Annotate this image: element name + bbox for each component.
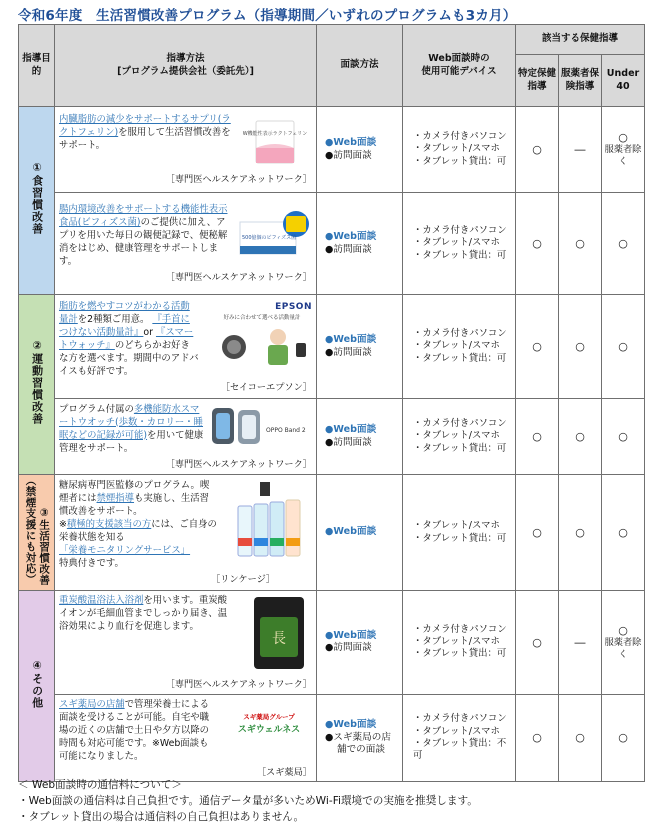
mark-under40: ○ bbox=[602, 475, 645, 591]
device-cell bbox=[403, 475, 516, 591]
table-row bbox=[19, 591, 645, 695]
device-item: ・タブレット貸出：可 bbox=[413, 352, 507, 364]
interview-cell bbox=[317, 107, 403, 193]
method-cell bbox=[55, 399, 317, 475]
category-exercise-label: ②運動習慣改善 bbox=[30, 339, 44, 426]
interview-visit: ●訪問面談 bbox=[325, 149, 372, 161]
method-cell bbox=[55, 193, 317, 295]
smartwatch-image-label: OPPO Band 2 bbox=[266, 426, 306, 434]
device-item: ・タブレット貸出：可 bbox=[413, 532, 507, 544]
mark-tokutei: ○ bbox=[516, 475, 559, 591]
note-mark: ※ bbox=[59, 519, 67, 531]
mark-under40-symbol: ○ bbox=[618, 623, 628, 637]
mark-under40 bbox=[602, 591, 645, 695]
device-item: ・カメラ付きパソコン bbox=[413, 713, 507, 725]
header-under40-line2: 40 bbox=[616, 80, 630, 92]
header-under40 bbox=[602, 55, 645, 107]
smartwatch-product-image bbox=[208, 404, 312, 456]
device-cell bbox=[403, 694, 516, 782]
provider-label: ［リンケージ］ bbox=[211, 574, 276, 586]
program-link-wristless[interactable]: 『手首につけない活動量計』 bbox=[59, 313, 190, 338]
active-support-link[interactable]: 積極的支援該当の方 bbox=[66, 519, 152, 531]
supplement-image-label: W機能性表示ラクトフェリン bbox=[242, 131, 308, 138]
device-item: ・タブレット/スマホ bbox=[413, 520, 500, 532]
method-cell bbox=[55, 591, 317, 695]
sugi-store-link[interactable]: スギ薬局の店舗 bbox=[59, 698, 125, 710]
mark-under40: ○ bbox=[602, 399, 645, 475]
mark-fukuyaku: ○ bbox=[559, 399, 602, 475]
device-cell bbox=[403, 399, 516, 475]
table-row bbox=[19, 399, 645, 475]
device-item: ・タブレット/スマホ bbox=[413, 237, 500, 249]
method-text: のどちらかお好きな方を選べます。期間中のアドバイスも好評です。 bbox=[59, 339, 199, 377]
method-text: 特典付きです。 bbox=[59, 558, 124, 570]
table-row bbox=[19, 694, 645, 782]
header-device-line2: 使用可能デバイス bbox=[421, 65, 497, 77]
bifidus-image-label: 500億個のビフィズス菌 bbox=[242, 235, 297, 242]
mark-fukuyaku: ○ bbox=[559, 475, 602, 591]
method-text: を用います。重炭酸イオンが毛細血管までしっかり届き、温浴効果により血行を促進します。 bbox=[59, 595, 228, 632]
interview-web: ●Web面談 bbox=[325, 629, 377, 641]
page-title: 令和6年度 生活習慣改善プログラム（指導期間／いずれのプログラムも3カ月） bbox=[18, 8, 517, 24]
interview-cell bbox=[317, 475, 403, 591]
sugi-logo-wellness: スギウェルネス bbox=[237, 724, 301, 735]
device-item: ・カメラ付きパソコン bbox=[413, 418, 507, 430]
provider-label: ［専門医ヘルスケアネットワーク］ bbox=[165, 678, 312, 690]
footer-note: ・タブレット貸出の場合は通信料の自己負担はありません。 bbox=[18, 810, 305, 823]
method-text: プログラム付属の bbox=[59, 403, 134, 415]
table-row bbox=[19, 193, 645, 295]
linkage-product-image bbox=[230, 480, 312, 571]
provider-label: ［専門医ヘルスケアネットワーク］ bbox=[165, 458, 312, 470]
device-item: ・カメラ付きパソコン bbox=[413, 624, 507, 635]
header-method-line1: 指導方法 bbox=[166, 52, 205, 64]
mark-tokutei: ○ bbox=[516, 694, 559, 782]
category-lifestyle bbox=[19, 475, 55, 591]
interview-cell bbox=[317, 591, 403, 695]
header-interview: 面談方法 bbox=[317, 25, 403, 107]
mark-fukuyaku: ― bbox=[559, 107, 602, 193]
method-cell bbox=[55, 475, 317, 591]
device-cell bbox=[403, 295, 516, 399]
category-exercise bbox=[19, 295, 55, 475]
device-item: ・タブレット貸出：可 bbox=[413, 155, 507, 167]
mark-tokutei: ○ bbox=[516, 295, 559, 399]
device-item: ・タブレット/スマホ bbox=[413, 430, 500, 442]
device-item: ・カメラ付きパソコン bbox=[413, 131, 507, 143]
device-item: ・タブレット貸出：可 bbox=[413, 648, 507, 660]
device-cell bbox=[403, 193, 516, 295]
device-item: ・カメラ付きパソコン bbox=[413, 225, 507, 237]
provider-label: ［専門医ヘルスケアネットワーク］ bbox=[165, 272, 312, 284]
method-text: で管理栄養士による面談を受けることが可能。自宅や職場の近くの店舗で土日や夕方以降の時間も対応可能です。※Web面談も可能になりました。 bbox=[59, 698, 210, 762]
program-link[interactable]: 重炭酸温浴法入浴剤 bbox=[59, 595, 144, 606]
category-diet bbox=[19, 107, 55, 295]
mark-fukuyaku: ○ bbox=[559, 694, 602, 782]
method-text: も実施し、生活習慣改善をサポート。 bbox=[59, 493, 210, 518]
footer-notes bbox=[18, 778, 478, 826]
method-text: には、ご自身の栄養状態を知る bbox=[59, 519, 217, 544]
device-item: ・タブレット/スマホ bbox=[413, 636, 500, 648]
epson-logo: EPSON bbox=[275, 301, 312, 312]
header-device-line1: Web面談時の bbox=[428, 52, 490, 64]
device-item: ・タブレット/スマホ bbox=[413, 143, 500, 155]
mark-tokutei: ○ bbox=[516, 399, 559, 475]
program-link[interactable]: 多機能防水スマートウオッチ(歩数・カロリー・睡眠などの記録が可能) bbox=[59, 403, 204, 441]
category-lifestyle-sub: （禁煙支援にも対応） bbox=[24, 475, 37, 586]
smoking-cessation-link[interactable]: 禁煙指導 bbox=[96, 493, 135, 505]
device-item: ・カメラ付きパソコン bbox=[413, 328, 507, 340]
sugi-logo-group: スギ薬局グループ bbox=[243, 712, 295, 721]
device-item: ・タブレット貸出：不可 bbox=[413, 737, 507, 762]
mark-under40 bbox=[602, 107, 645, 193]
interview-visit: ●訪問面談 bbox=[325, 436, 372, 448]
provider-label: ［セイコーエプソン］ bbox=[220, 381, 312, 393]
interview-visit: ●訪問面談 bbox=[325, 346, 372, 358]
category-other-label: ④その他 bbox=[30, 658, 44, 709]
interview-web: ●Web面談 bbox=[325, 526, 377, 538]
method-text: を服用して生活習慣改善をサポート。 bbox=[59, 127, 231, 152]
device-item: ・タブレット貸出：可 bbox=[413, 442, 507, 454]
interview-store: ●スギ薬局の店舗での面談 bbox=[325, 731, 391, 756]
category-lifestyle-label: ③生活習慣改善 bbox=[38, 506, 51, 586]
interview-web: ●Web面談 bbox=[325, 334, 377, 346]
method-cell bbox=[55, 295, 317, 399]
device-item: ・タブレット/スマホ bbox=[413, 340, 500, 352]
interview-cell bbox=[317, 193, 403, 295]
header-applicable: 該当する保健指導 bbox=[516, 25, 645, 55]
program-table bbox=[18, 24, 645, 782]
interview-cell bbox=[317, 694, 403, 782]
category-other bbox=[19, 591, 55, 782]
method-text: 糖尿病専門医監修のプログラム。喫煙者には bbox=[59, 480, 210, 505]
provider-label: ［専門医ヘルスケアネットワーク］ bbox=[165, 174, 312, 186]
epson-image-label: 好みに合わせて選べる活動量計 bbox=[223, 315, 301, 322]
header-method bbox=[55, 25, 317, 107]
method-text: のご提供に加え、アプリを用いた毎日の観便記録で、便秘解消をはじめ、健康管理をサポートします。 bbox=[59, 217, 228, 268]
table-row bbox=[19, 295, 645, 399]
footer-note: ・Web面談の通信料は自己負担です。通信データ量が多いためWi-Fi環境での実施を推奨します。 bbox=[18, 794, 478, 807]
device-cell bbox=[403, 107, 516, 193]
nutrition-monitoring-link[interactable]: 「栄養モニタリングサービス」 bbox=[59, 545, 191, 557]
header-fukuyaku: 服薬者保険指導 bbox=[559, 55, 602, 107]
footer-heading: ＜ Web面談時の通信料について＞ bbox=[18, 779, 182, 791]
table-row bbox=[19, 475, 645, 591]
mark-under40: ○ bbox=[602, 295, 645, 399]
mark-tokutei: ○ bbox=[516, 591, 559, 695]
header-tokutei: 特定保健指導 bbox=[516, 55, 559, 107]
program-link[interactable]: 脂肪を燃やすコツがわかる活動量計 bbox=[59, 300, 190, 325]
method-text: or bbox=[143, 326, 153, 338]
table-row bbox=[19, 107, 645, 193]
mark-fukuyaku: ― bbox=[559, 591, 602, 695]
epson-product-image bbox=[212, 301, 312, 379]
interview-web: ●Web面談 bbox=[325, 231, 377, 243]
header-purpose: 指導目的 bbox=[19, 25, 55, 107]
svg-text:長: 長 bbox=[272, 631, 286, 647]
method-text: を用いて健康管理をサポート。 bbox=[59, 429, 204, 454]
device-cell bbox=[403, 591, 516, 695]
interview-visit: ●訪問面談 bbox=[325, 243, 372, 255]
interview-web: ●Web面談 bbox=[325, 719, 377, 731]
method-text: を2種類ご用意。 bbox=[77, 313, 150, 325]
mark-fukuyaku: ○ bbox=[559, 193, 602, 295]
mark-under40-note: 服薬者除く bbox=[604, 144, 642, 168]
method-cell bbox=[55, 107, 317, 193]
provider-label: ［スギ薬局］ bbox=[256, 766, 312, 778]
header-device bbox=[403, 25, 516, 107]
program-link[interactable]: 内臓脂肪の減少をサポートするサプリ(ラクトフェリン) bbox=[59, 114, 231, 139]
header-under40-line1: Under bbox=[606, 67, 640, 79]
bifidus-product-image bbox=[238, 208, 312, 269]
mark-tokutei: ○ bbox=[516, 193, 559, 295]
mark-under40: ○ bbox=[602, 193, 645, 295]
mark-under40-symbol: ○ bbox=[618, 130, 628, 144]
interview-web: ●Web面談 bbox=[325, 424, 377, 436]
interview-cell bbox=[317, 295, 403, 399]
program-link-smartwatch[interactable]: 『スマートウォッチ』 bbox=[59, 326, 194, 351]
interview-visit: ●訪問面談 bbox=[325, 642, 372, 654]
interview-web: ●Web面談 bbox=[325, 137, 377, 149]
program-link[interactable]: 腸内環境改善をサポートする機能性表示食品(ビフィズス菌) bbox=[59, 204, 228, 229]
header-method-line2: [プログラム提供会社（委託先）] bbox=[117, 65, 254, 77]
mark-under40: ○ bbox=[602, 694, 645, 782]
mark-under40-note: 服薬者除く bbox=[604, 636, 642, 660]
interview-cell bbox=[317, 399, 403, 475]
sugi-logo bbox=[226, 713, 312, 764]
device-item: ・タブレット/スマホ bbox=[413, 725, 500, 737]
bath-product-image bbox=[248, 595, 312, 676]
method-cell bbox=[55, 694, 317, 782]
device-item: ・タブレット貸出：可 bbox=[413, 249, 507, 261]
supplement-product-image bbox=[238, 118, 312, 171]
category-diet-label: ①食習慣改善 bbox=[30, 161, 44, 236]
mark-tokutei: ○ bbox=[516, 107, 559, 193]
mark-fukuyaku: ○ bbox=[559, 295, 602, 399]
